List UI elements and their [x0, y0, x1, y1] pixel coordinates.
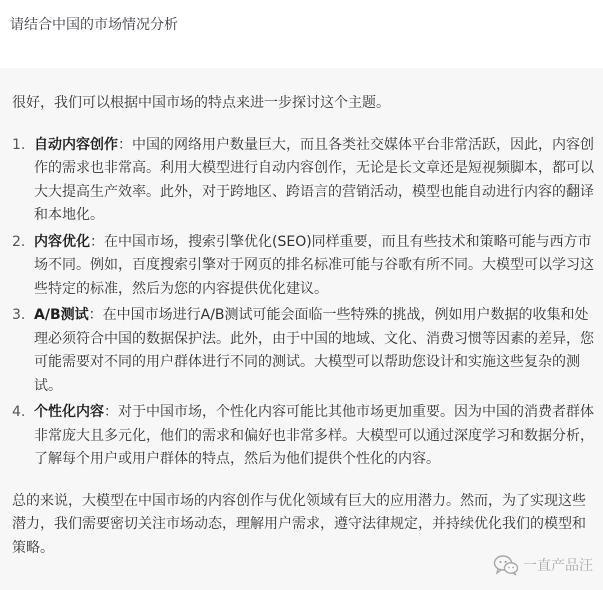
answer-intro: 很好，我们可以根据中国市场的特点来进一步探讨这个主题。 — [12, 95, 390, 111]
list-item — [12, 401, 594, 472]
watermark — [493, 554, 593, 576]
assistant-answer-block — [0, 68, 603, 590]
list-item — [12, 134, 594, 228]
list-item — [12, 231, 594, 302]
user-message-block — [0, 0, 603, 69]
list-item-title: 内容优化 — [34, 233, 90, 250]
list-item-text: ：在中国市场，搜索引擎优化(SEO)同样重要，而且有些技术和策略可能与西方市场不同。例如，百度搜索引擎对于网页的排名标准可能与谷歌有所不同。大模型可以学习这些特定的标准，然后为您的内容提供优化建议。 — [34, 233, 594, 297]
list-item-text: ：对于中国市场，个性化内容可能比其他市场更加重要。因为中国的消费者群体非常庞大且多元化，他们的需求和偏好也非常多样。大模型可以通过深度学习和数据分析，了解每个用户或用户群体的特点，然后为他们提供个性化的内容。 — [34, 404, 594, 467]
answer-point-list — [12, 134, 594, 472]
list-item — [12, 304, 594, 398]
wechat-icon — [493, 554, 519, 576]
list-item-number: 3. — [12, 307, 26, 323]
watermark-text: 一直产品汪 — [523, 558, 593, 574]
answer-content — [12, 92, 594, 560]
list-item-title: 自动内容创作 — [34, 136, 118, 153]
list-item-title: A/B测试 — [34, 307, 89, 323]
list-item-text: ：在中国市场进行A/B测试可能会面临一些特殊的挑战，例如用户数据的收集和处理必须符合中国的数据保护法。此外，由于中国的地域、文化、消费习惯等因素的差异，您可能需要对不同的用户群体进行不同的测试。大模型可以帮助您设计和实施这些复杂的测试。 — [34, 307, 594, 394]
list-item-number: 2. — [12, 233, 26, 250]
list-item-number: 4. — [12, 404, 26, 420]
user-message-text: 请结合中国的市场情况分析 — [10, 17, 178, 33]
list-item-title: 个性化内容 — [34, 404, 104, 420]
list-item-number: 1. — [12, 136, 26, 153]
list-item-text: ：中国的网络用户数量巨大，而且各类社交媒体平台非常活跃，因此，内容创作的需求也非常高。利用大模型进行自动内容创作，无论是长文章还是短视频脚本，都可以大大提高生产效率。此外，对于跨地区、跨语言的营销活动，模型也能自动进行内容的翻译和本地化。 — [34, 136, 594, 223]
answer-conclusion: 总的来说，大模型在中国市场的内容创作与优化领域有巨大的应用潜力。然而，为了实现这些潜力，我们需要密切关注市场动态，理解用户需求，遵守法律规定，并持续优化我们的模型和策略。 — [12, 492, 586, 556]
